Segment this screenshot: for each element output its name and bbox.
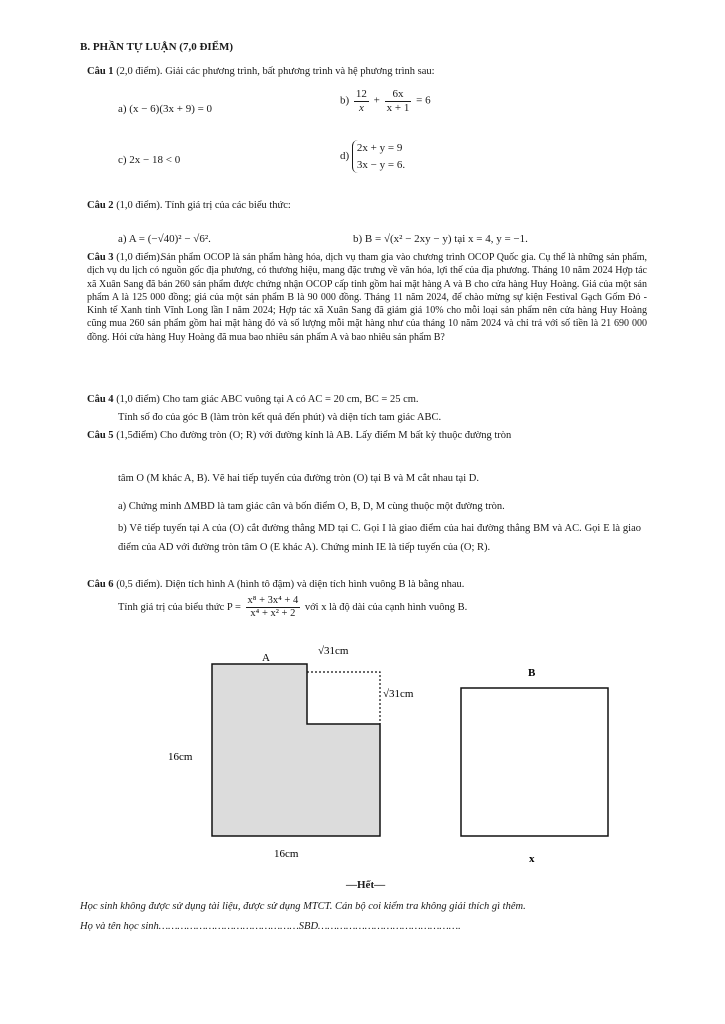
q6-p-lhs: P = [226,601,241,613]
q6-p-num: x⁸ + 3x⁴ + 4 [246,595,301,608]
footer-note: Học sinh không được sử dụng tài liệu, được sử dụng MTCT. Cán bộ coi kiểm tra không giải thích gì thêm. [80,901,526,912]
label-cut-side: √31cm [383,688,414,700]
end-mark: —Hết— [346,879,386,891]
q2-points: (1,0 điểm). [116,200,163,211]
q3-label: Câu 3 [87,252,114,263]
q4-label: Câu 4 [87,394,114,405]
q5-line2: tâm O (M khác A, B). Vẽ hai tiếp tuyến của đường tròn (O) tại B và M cắt nhau tại D. [118,473,479,484]
label-a: A [262,652,270,664]
q2-prompt: Tính giá trị của các biểu thức: [165,200,291,211]
shape-a-cut-outline [307,672,380,724]
shape-a-region [212,664,380,836]
q1-b-den1: x [358,101,364,114]
q1-d-line1: 2x + y = 9 [356,142,403,154]
section-title: B. PHẦN TỰ LUẬN (7,0 ĐIỂM) [80,41,234,53]
shape-a [212,664,380,836]
q3-points: (1,0 điểm). [116,252,163,263]
q1-b-prefix: b) [340,94,350,107]
label-b: B [528,667,536,679]
q6-text-pre: Tính giá trị của biểu thức [118,601,225,613]
q6-p-den: x⁴ + x² + 2 [250,608,296,620]
shape-b-square [461,688,608,836]
q2-part-a: a) A = (−√40)² − √6². [118,233,211,245]
label-side-bottom: 16cm [274,848,299,860]
q6-text-1: Diện tích hình A (hình tô đậm) và diện tích hình vuông B là bằng nhau. [165,579,465,590]
q6-label: Câu 6 [87,579,114,590]
q1-b-den2: x + 1 [386,101,410,114]
q5-part-b: b) Vẽ tiếp tuyến tại A của (O) cắt đường thẳng MD tại C. Gọi I là giao điểm của hai đường thẳng BM và AC. Gọi E là giao điểm của AD với đường tròn tâm O (E khác A). Chứng minh IE là tiếp tuyến của (O; R). [118,523,641,553]
footer-name-line: Họ và tên học sinh………………………………………SBD………………………………………. [80,921,461,932]
q1-b-plus: + [373,94,380,107]
q6-text-post: với x là độ dài của cạnh hình vuông B. [304,601,468,613]
q4-points: (1,0 điểm) [116,394,160,405]
q5-points: (1,5điểm) [116,430,158,441]
q2-part-b: b) B = √(x² − 2xy − y) tại x = 4, y = −1. [353,233,528,245]
q4-text-1: Cho tam giác ABC vuông tại A có AC = 20 cm, BC = 25 cm. [162,394,419,405]
label-side-left: 16cm [168,751,193,763]
q4-line2: Tính số đo của góc B (làm tròn kết quả đến phút) và diện tích tam giác ABC. [118,412,442,423]
q1-part-c: c) 2x − 18 < 0 [118,154,181,166]
q5-text-1: Cho đường tròn (O; R) với đường kính là AB. Lấy điểm M bất kỳ thuộc đường tròn [159,430,512,441]
q5-part-a: a) Chứng minh ΔMBD là tam giác cân và bốn điểm O, B, D, M cùng thuộc một đường tròn. [118,501,505,512]
q1-b-num1: 12 [355,88,367,100]
q1-d-prefix: d) [340,150,350,163]
q1-label: Câu 1 [87,66,114,77]
q1-b-rhs: = 6 [416,94,431,107]
q1-points: (2,0 điểm). [116,66,163,77]
q1-b-num2: 6x [385,88,412,102]
q6-points: (0,5 điểm). [116,579,163,590]
label-cut-top: √31cm [318,645,349,657]
label-x: x [529,853,535,865]
q1-prompt: Giải các phương trình, bất phương trình và hệ phương trình sau: [165,66,435,77]
q1-d-line2: 3x − y = 6. [356,158,406,171]
q5-label: Câu 5 [87,430,114,441]
q3-text: Sản phẩm OCOP là sản phẩm hàng hóa, dịch vụ tham gia vào chương trình OCOP Quốc gia. Cụ thể là những sản phẩm, dịch vụ du lịch có nguồn gốc địa phương, có thương hiệu, mang đặc trưng về văn hóa, lợi thế của địa phương. Tháng 10 năm 2024 Hợp tác xã Xuân Sang đã bán 260 sản phẩm được chứng nhận OCOP cấp tỉnh gồm hai mặt hàng A và B cho cửa hàng Huy Hoàng. Giá của một sản phẩm A là 125 000 đồng; giá của một sản phẩm B là 90 000 đồng. Tháng 11 năm 2024, để chào mừng sự kiện Festival Gạch Gốm Đỏ - Kinh tế Xanh tỉnh Vĩnh Long lần I năm 2024; Hợp tác xã Xuân Sang đã giảm giá 10% cho mỗi loại sản phẩm nên cửa hàng Huy Hoàng cũng mua 260 sản phẩm gồm hai mặt hàng đó và số lượng mỗi mặt hàng như của tháng 10 năm 2024 và chỉ trả với số tiền là 21 690 000 đồng. Hỏi cửa hàng Huy Hoàng đã mua bao nhiêu sản phẩm A và bao nhiêu sản phẩm B? [87,252,648,343]
q1-part-a: a) (x − 6)(3x + 9) = 0 [118,103,213,115]
q2-label: Câu 2 [87,200,114,211]
